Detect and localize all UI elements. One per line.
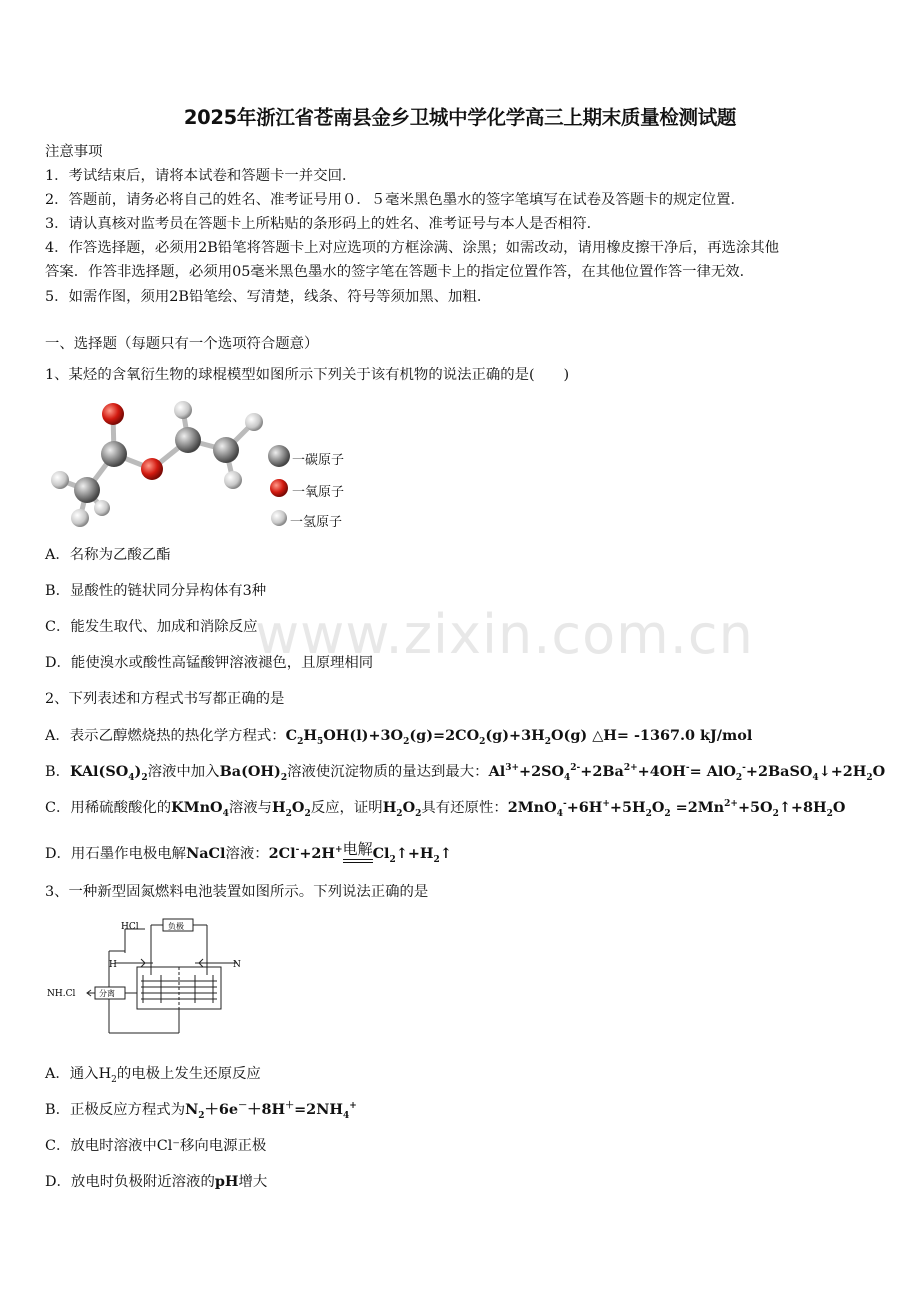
q3-option-b: B．正极反应方程式为$N_2+6e^-+8H^+=2NH_4^+$: [45, 1101, 357, 1121]
notice-item-2: 2．答题前，请务必将自己的姓名、准考证号用０．５毫米黑色墨水的签字笔填写在试卷及答题卡的规定位置．: [45, 192, 745, 208]
notice-heading: 注意事项: [45, 144, 103, 160]
q1-option-d: D．能使溴水或酸性高锰酸钾溶液褪色，且原理相同: [45, 655, 374, 671]
q2-c-label: C．用稀硫酸酸化的: [45, 800, 172, 816]
q3-a-post: 的电极上发生还原反应: [116, 1066, 261, 1082]
q1-option-c: C．能发生取代、加成和消除反应: [45, 619, 258, 635]
notice-item-4: 4．作答选择题，必须用2B铅笔将答题卡上对应选项的方框涂满、涂黑；如需改动，请用橡皮擦干净后，再选涂其他: [45, 240, 780, 256]
q3-stem: 3、一种新型固氮燃料电池装置如图所示。下列说法正确的是: [45, 884, 429, 900]
q2-option-c: C．用稀硫酸酸化的KMnO$_4$溶液与$H_2O_2$反应，证明$H_2O_2$具有还原性：$2MnO_4^-+6H^++5H_2O_2$ $=2Mn^{2+}+5O_2↑+8H_2O$: [45, 799, 846, 819]
q1-option-b: B．显酸性的链状同分异构体有3种: [45, 583, 267, 599]
label-negative: 负极: [168, 922, 184, 931]
label-separate: 分离: [99, 989, 115, 998]
label-hcl: HCl: [121, 922, 139, 932]
q2-c-text3: 具有还原性：: [421, 800, 508, 816]
fuel-cell-diagram: [45, 915, 255, 1040]
legend-oxygen: 一氧原子: [292, 485, 345, 500]
q2-c-text2: 反应，证明: [310, 800, 383, 816]
q2-option-a: [45, 724, 752, 745]
q2-a-equation: $C_2H_5OH(l)+3O_2(g)=2CO_2(g)+3H_2O(g)$ △H= -1367.0 kJ/mol: [285, 727, 753, 747]
page-title: 2025年浙江省苍南县金乡卫城中学化学高三上期末质量检测试题: [183, 106, 737, 129]
label-n: N: [233, 960, 241, 970]
q1-option-a: A．名称为乙酸乙酯: [45, 547, 171, 563]
label-h: H: [109, 960, 117, 970]
q3-d-ph: pH: [214, 1173, 239, 1190]
watermark: www.zixin.com.cn: [255, 603, 754, 666]
q2-b-text1: 溶液中加入: [147, 764, 220, 780]
q2-option-d: D．用石墨作电极电解NaCl溶液：2Cl-+2H+电解$Cl_2↑+H_2↑$: [45, 840, 452, 865]
q2-d-label: D．用石墨作电极电解: [45, 846, 187, 862]
electrolysis-condition: 电解: [342, 840, 373, 858]
q2-a-label: A．表示乙醇燃烧热的热化学方程式：: [45, 728, 286, 744]
section-heading: 一、选择题（每题只有一个选项符合题意）: [45, 336, 319, 352]
notice-item-3: 3．请认真核对监考员在答题卡上所粘贴的条形码上的姓名、准考证号与本人是否相符．: [45, 216, 602, 232]
q2-b-label: B．: [45, 764, 70, 780]
legend-carbon: 一碳原子: [292, 453, 345, 468]
q2-stem: 2、下列表述和方程式书写都正确的是: [45, 691, 285, 707]
q3-option-d: [45, 1170, 267, 1191]
q2-option-b: B．$KAl(SO_4)_2$溶液中加入$Ba(OH)_2$溶液使沉淀物质的量达到最大：$Al^{3+}+2SO_4^{2-}+2Ba^{2+}+4OH^-=$ $AlO_2^-+2BaSO_4↓+2H_2O$: [45, 763, 886, 783]
q2-d-text: 溶液：: [225, 846, 269, 862]
notice-item-5: 5．如需作图，须用2B铅笔绘、写清楚，线条、符号等须加黑、加粗．: [45, 289, 492, 305]
q2-c-text1: 溶液与: [228, 800, 273, 816]
notice-item-1: 1．考试结束后，请将本试卷和答题卡一并交回．: [45, 168, 357, 184]
q3-d-pre: D．放电时负极附近溶液的: [45, 1174, 215, 1190]
legend-hydrogen: 一氢原子: [290, 515, 343, 530]
q3-a-pre: A．通入H: [45, 1066, 112, 1082]
q2-c-equation: $2MnO_4^-+6H^++5H_2O_2$ $=2Mn^{2+}+5O_2↑+8H_2O$: [507, 799, 846, 819]
q2-d-nacl: NaCl: [186, 845, 226, 862]
q2-b-equation: $Al^{3+}+2SO_4^{2-}+2Ba^{2+}+4OH^-=$ $AlO_2^-+2BaSO_4↓+2H_2O$: [488, 763, 886, 783]
label-nh4cl: NH.Cl: [47, 989, 76, 999]
q3-b-text: B．正极反应方程式为: [45, 1102, 186, 1118]
q2-b-text2: 溶液使沉淀物质的量达到最大：: [287, 764, 489, 780]
q3-option-a: A．通入$H_2$的电极上发生还原反应: [45, 1066, 261, 1085]
notice-item-4-cont: 答案．作答非选择题，必须用05毫米黑色墨水的签字笔在答题卡上的指定位置作答，在其他位置作答一律无效．: [45, 264, 755, 280]
q3-d-post: 增大: [238, 1174, 268, 1190]
q1-stem: 1、某烃的含氧衍生物的球棍模型如图所示下列关于该有机物的说法正确的是( ): [45, 367, 570, 383]
q3-option-c: C．放电时溶液中Cl⁻移向电源正极: [45, 1138, 267, 1154]
